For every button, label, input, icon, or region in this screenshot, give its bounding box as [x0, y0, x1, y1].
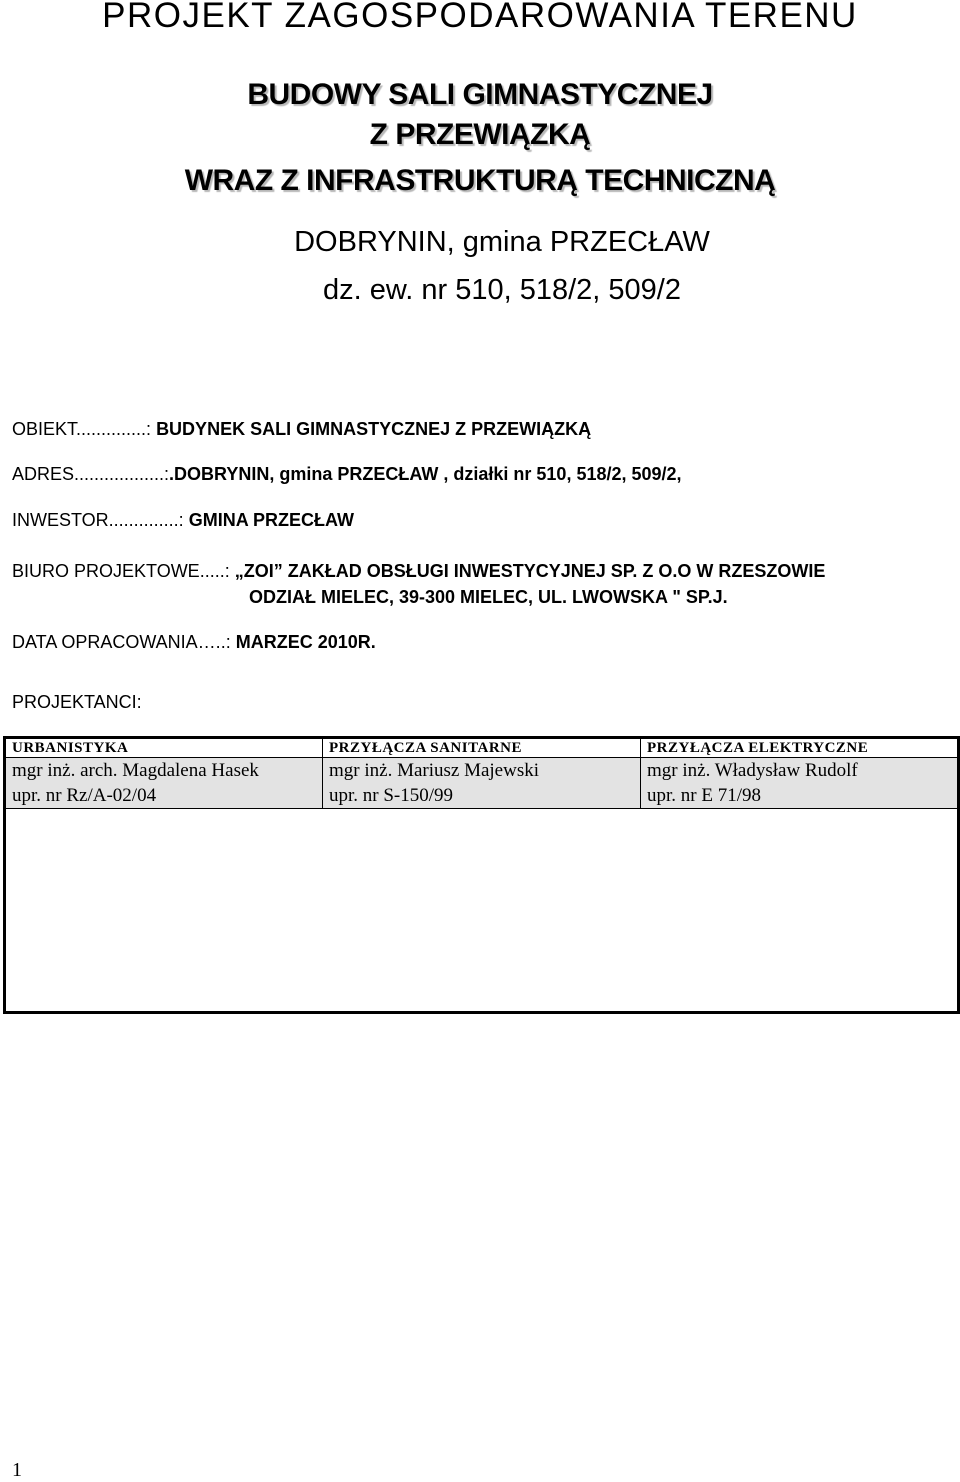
- page-number: 1: [12, 1459, 22, 1481]
- info-biuro-line-2: [249, 587, 728, 608]
- subtitle-line-3: WRAZ Z INFRASTRUKTURĄ TECHNICZNĄ: [184, 164, 776, 197]
- signature-area: [5, 809, 959, 1013]
- info-inwestor: [12, 510, 354, 531]
- designer-name: mgr inż. Władysław Rudolf: [647, 760, 858, 781]
- designers-table: [3, 736, 960, 1014]
- info-obiekt-label: OBIEKT..............:: [12, 419, 152, 439]
- info-obiekt: [12, 419, 591, 440]
- info-obiekt-value: BUDYNEK SALI GIMNASTYCZNEJ Z PRZEWIĄZKĄ: [156, 419, 592, 439]
- designer-role-elektryczne: PRZYŁĄCZA ELEKTRYCZNE: [641, 738, 959, 758]
- info-adres-value: .DOBRYNIN, gmina PRZECŁAW , działki nr 510, 518/2, 509/2,: [169, 464, 682, 484]
- location-line-1: DOBRYNIN, gmina PRZECŁAW: [294, 226, 710, 258]
- designer-name: mgr inż. Mariusz Majewski: [329, 760, 540, 781]
- document-title: PROJEKT ZAGOSPODAROWANIA TERENU: [102, 0, 858, 35]
- info-biuro: [12, 561, 825, 582]
- info-biuro-value-line-2: ODZIAŁ MIELEC, 39-300 MIELEC, UL. LWOWSKA " SP.J.: [249, 587, 728, 607]
- designers-names-row: [5, 758, 959, 809]
- projektanci-label: PROJEKTANCI:: [12, 692, 142, 712]
- designer-license: upr. nr Rz/A-02/04: [12, 785, 157, 806]
- signature-row: [5, 809, 959, 1013]
- info-inwestor-value: GMINA PRZECŁAW: [188, 510, 355, 530]
- info-biuro-value-line-1: „ZOI” ZAKŁAD OBSŁUGI INWESTYCYJNEJ SP. Z O.O W RZESZOWIE: [234, 561, 826, 581]
- designer-role-urbanistyka: URBANISTYKA: [5, 738, 323, 758]
- subtitle-line-2: Z PRZEWIĄZKĄ: [369, 118, 591, 151]
- info-data-label: DATA OPRACOWANIA…..:: [12, 632, 231, 652]
- subtitle-line-1: BUDOWY SALI GIMNASTYCZNEJ: [247, 78, 713, 111]
- designers-header-row: [5, 738, 959, 758]
- designer-license: upr. nr S-150/99: [329, 785, 454, 806]
- info-adres: [12, 464, 682, 485]
- designer-cell-elektryczne: [641, 758, 959, 809]
- info-biuro-label: BIURO PROJEKTOWE.....:: [12, 561, 230, 581]
- info-data-value: MARZEC 2010R.: [235, 632, 376, 652]
- designer-role-sanitarne: PRZYŁĄCZA SANITARNE: [323, 738, 641, 758]
- info-adres-label: ADRES..................:: [12, 464, 170, 484]
- designer-license: upr. nr E 71/98: [647, 785, 761, 806]
- designer-cell-urbanistyka: [5, 758, 323, 809]
- info-data: [12, 632, 376, 653]
- info-inwestor-label: INWESTOR..............:: [12, 510, 184, 530]
- designer-cell-sanitarne: [323, 758, 641, 809]
- designer-name: mgr inż. arch. Magdalena Hasek: [12, 760, 259, 781]
- location-line-2: dz. ew. nr 510, 518/2, 509/2: [323, 274, 681, 306]
